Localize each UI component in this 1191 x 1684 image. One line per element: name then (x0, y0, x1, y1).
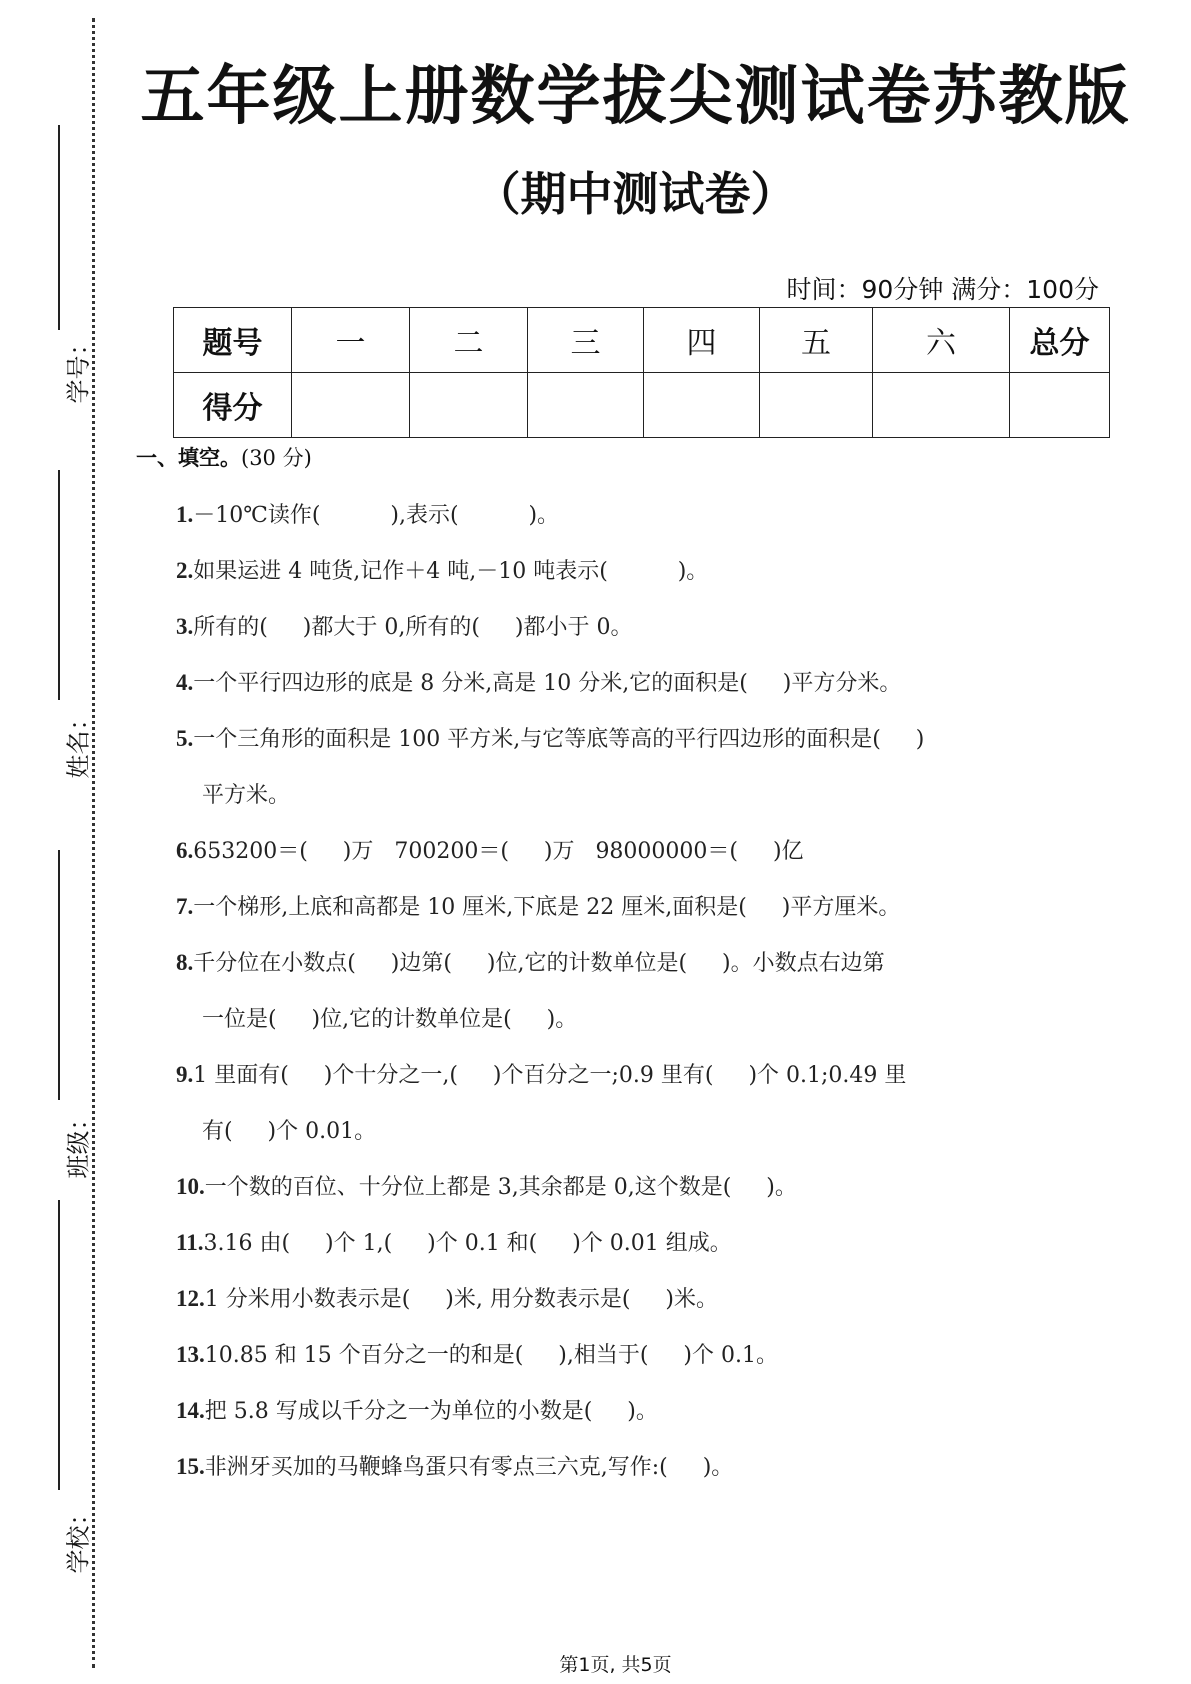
question-text: 1 里面有( )个十分之一,( )个百分之一;0.9 里有( )个 0.1;0.49 里 (193, 1063, 907, 1088)
name-label: 姓名： (64, 706, 93, 779)
question-text: 如果运进 4 吨货,记作＋4 吨,－10 吨表示( )。 (193, 559, 709, 584)
question-item (176, 1058, 906, 1089)
binding-dashed-line (92, 18, 95, 1668)
header-cell: 五 (760, 308, 873, 373)
question-number: 13. (176, 1342, 205, 1367)
section-heading (136, 442, 312, 472)
question-text: 1 分米用小数表示是( )米, 用分数表示是( )米。 (204, 1287, 718, 1312)
school-line (58, 1200, 60, 1490)
score-row-label: 得分 (174, 373, 292, 438)
question-item (176, 834, 804, 865)
question-item (176, 1394, 658, 1425)
question-number: 14. (176, 1398, 205, 1423)
section-points: (30 分) (241, 446, 312, 470)
name-line (58, 470, 60, 700)
class-label: 班级： (64, 1106, 93, 1179)
question-number: 9. (176, 1062, 194, 1087)
question-item (176, 722, 924, 753)
question-number: 15. (176, 1454, 205, 1479)
student-id-line (58, 125, 60, 330)
score-cell[interactable] (760, 373, 873, 438)
section-title: 一、填空。 (136, 446, 241, 470)
question-text: 653200＝( )万 700200＝( )万 98000000＝( )亿 (193, 839, 804, 864)
question-text: 10.85 和 15 个百分之一的和是( ),相当于( )个 0.1。 (204, 1343, 778, 1368)
question-item (176, 1226, 732, 1257)
question-text: 非洲牙买加的马鞭蜂鸟蛋只有零点三六克,写作:( )。 (204, 1455, 734, 1480)
score-cell[interactable] (292, 373, 410, 438)
question-text: －10℃读作( ),表示( )。 (193, 503, 560, 528)
question-continuation: 一位是( )位,它的计数单位是( )。 (202, 1007, 578, 1032)
class-line (58, 850, 60, 1100)
question-text: 所有的( )都大于 0,所有的( )都小于 0。 (193, 615, 633, 640)
question-item (176, 666, 901, 697)
question-item (176, 1170, 797, 1201)
question-item (176, 1450, 733, 1481)
question-item (176, 1282, 718, 1313)
page-title: 五年级上册数学拔尖测试卷苏教版 (140, 60, 1131, 134)
header-cell: 题号 (174, 308, 292, 373)
question-item (176, 946, 885, 977)
question-item (176, 890, 900, 921)
question-text: 把 5.8 写成以千分之一为单位的小数是( )。 (204, 1399, 658, 1424)
question-text: 3.16 由( )个 1,( )个 0.1 和( )个 0.01 组成。 (203, 1231, 732, 1256)
question-number: 7. (176, 894, 194, 919)
score-cell[interactable] (1010, 373, 1110, 438)
question-item (176, 610, 633, 641)
header-cell: 四 (644, 308, 760, 373)
question-number: 11. (176, 1230, 204, 1255)
question-number: 8. (176, 950, 194, 975)
question-item (176, 1338, 778, 1369)
question-number: 6. (176, 838, 194, 863)
question-text: 一个数的百位、十分位上都是 3,其余都是 0,这个数是( )。 (204, 1175, 797, 1200)
score-cell[interactable] (873, 373, 1010, 438)
score-cell[interactable] (410, 373, 528, 438)
question-text: 一个梯形,上底和高都是 10 厘米,下底是 22 厘米,面积是( )平方厘米。 (193, 895, 901, 920)
score-table (173, 307, 1110, 438)
header-cell: 总分 (1010, 308, 1110, 373)
question-number: 2. (176, 558, 194, 583)
score-cell[interactable] (528, 373, 644, 438)
question-number: 5. (176, 726, 194, 751)
page-footer: 第1页, 共5页 (559, 1654, 672, 1676)
question-number: 3. (176, 614, 194, 639)
school-label: 学校： (64, 1501, 93, 1574)
question-number: 4. (176, 670, 194, 695)
question-text: 千分位在小数点( )边第( )位,它的计数单位是( )。小数点右边第 (193, 951, 885, 976)
time-info: 时间：90分钟 满分：100分 (786, 275, 1099, 304)
student-id-label: 学号： (64, 331, 93, 404)
header-cell: 三 (528, 308, 644, 373)
score-cell[interactable] (644, 373, 760, 438)
question-number: 1. (176, 502, 194, 527)
question-number: 10. (176, 1174, 205, 1199)
header-cell: 一 (292, 308, 410, 373)
question-item (176, 498, 559, 529)
page-subtitle: （期中测试卷） (474, 167, 797, 221)
header-cell: 六 (873, 308, 1010, 373)
header-cell: 二 (410, 308, 528, 373)
question-item (176, 554, 708, 585)
question-text: 一个平行四边形的底是 8 分米,高是 10 分米,它的面积是( )平方分米。 (193, 671, 902, 696)
question-continuation: 有( )个 0.01。 (202, 1119, 377, 1144)
question-number: 12. (176, 1286, 205, 1311)
question-continuation: 平方米。 (202, 783, 291, 808)
question-text: 一个三角形的面积是 100 平方米,与它等底等高的平行四边形的面积是( ) (193, 727, 925, 752)
